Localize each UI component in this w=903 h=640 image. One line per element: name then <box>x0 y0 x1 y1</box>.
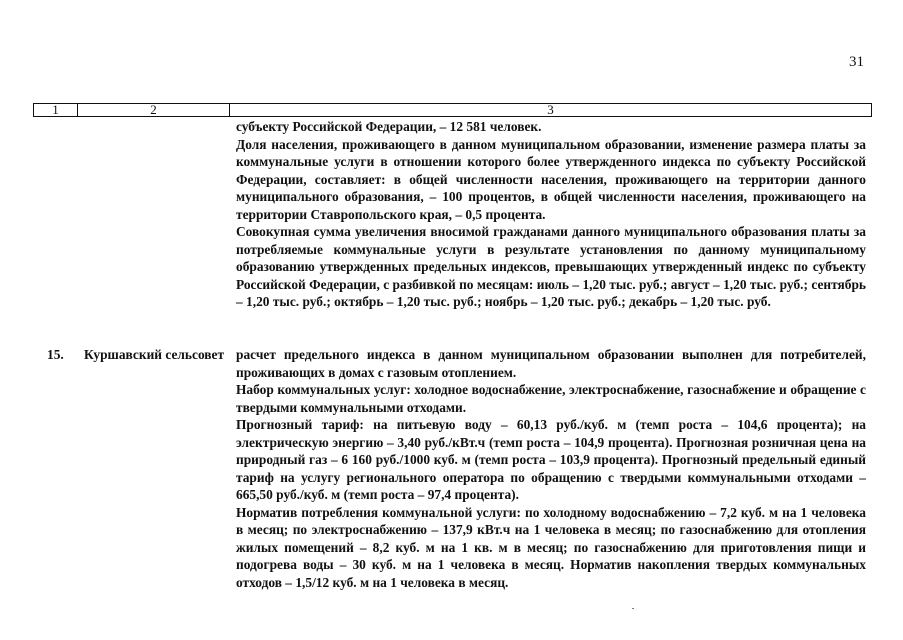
row-number: 15. <box>47 347 64 362</box>
continuation-text <box>236 118 866 311</box>
paragraph: субъекту Российской Федерации, – 12 581 человек. <box>236 119 542 134</box>
paragraph: Норматив потребления коммунальной услуги: по холодному водоснабжению – 7,2 куб. м на 1 человека в месяц; по электроснабжению – 137,9 кВт.ч на 1 человека в месяц; по газоснабжению для отопления жилых помещений – 8,2 куб. м на 1 кв. м в месяц; по газоснабжению для приготовления пищи и подогрева воды – 30 куб. м на 1 человека в месяц. Норматив накопления твердых коммунальных отходов – 1,5/12 куб. м на 1 человека в месяц. <box>236 504 866 590</box>
table-header-row <box>33 103 872 117</box>
paragraph: Совокупная сумма увеличения вносимой гражданами данного муниципального образования платы за потребляемые коммунальные услуги в результате установления по данному муниципальному образованию утвержденных предельных индексов, превышающих утвержденный индекс по субъекту Российской Федерации, с разбивкой по месяцам: июль – 1,20 тыс. руб.; август – 1,20 тыс. руб.; сентябрь – 1,20 тыс. руб.; октябрь – 1,20 тыс. руб.; ноябрь – 1,20 тыс. руб.; декабрь – 1,20 тыс. руб. <box>236 224 866 309</box>
row-description <box>236 346 866 591</box>
paragraph: расчет предельного индекса в данном муниципальном образовании выполнен для потребителей, проживающих в домах с газовым отоплением. <box>236 347 866 380</box>
paragraph: Доля населения, проживающего в данном муниципальном образовании, изменение размера платы за коммунальные услуги в отношении которого более утвержденного индекса по субъекту Российской Федерации, составляет: в общей численности населения, проживающего на территории данного муниципального образования, – 100 процентов, в общей численности населения, проживающего на территории Ставропольского края, – 0,5 процента. <box>236 136 866 222</box>
column-header-3: 3 <box>547 102 554 117</box>
column-header-2: 2 <box>78 104 230 116</box>
paragraph: Набор коммунальных услуг: холодное водоснабжение, электроснабжение, газоснабжение и обращение с твердыми коммунальными отходами. <box>236 382 866 415</box>
page-number: 31 <box>849 54 864 70</box>
scan-speck <box>632 608 634 609</box>
column-header-1: 1 <box>34 104 78 116</box>
paragraph: Прогнозный тариф: на питьевую воду – 60,13 руб./куб. м (темп роста – 104,6 процента); на электрическую энергию – 3,40 руб./кВт.ч (темп роста – 104,9 процента). Прогнозная розничная цена на природный газ – 6 160 руб./1000 куб. м (темп роста – 103,9 процента). Прогнозный предельный единый тариф на услугу регионального оператора по обращению с твердыми коммунальными отходами – 665,50 руб./куб. м (темп роста – 97,4 процента). <box>236 417 866 502</box>
municipality-name: Куршавский сельсовет <box>84 347 225 362</box>
